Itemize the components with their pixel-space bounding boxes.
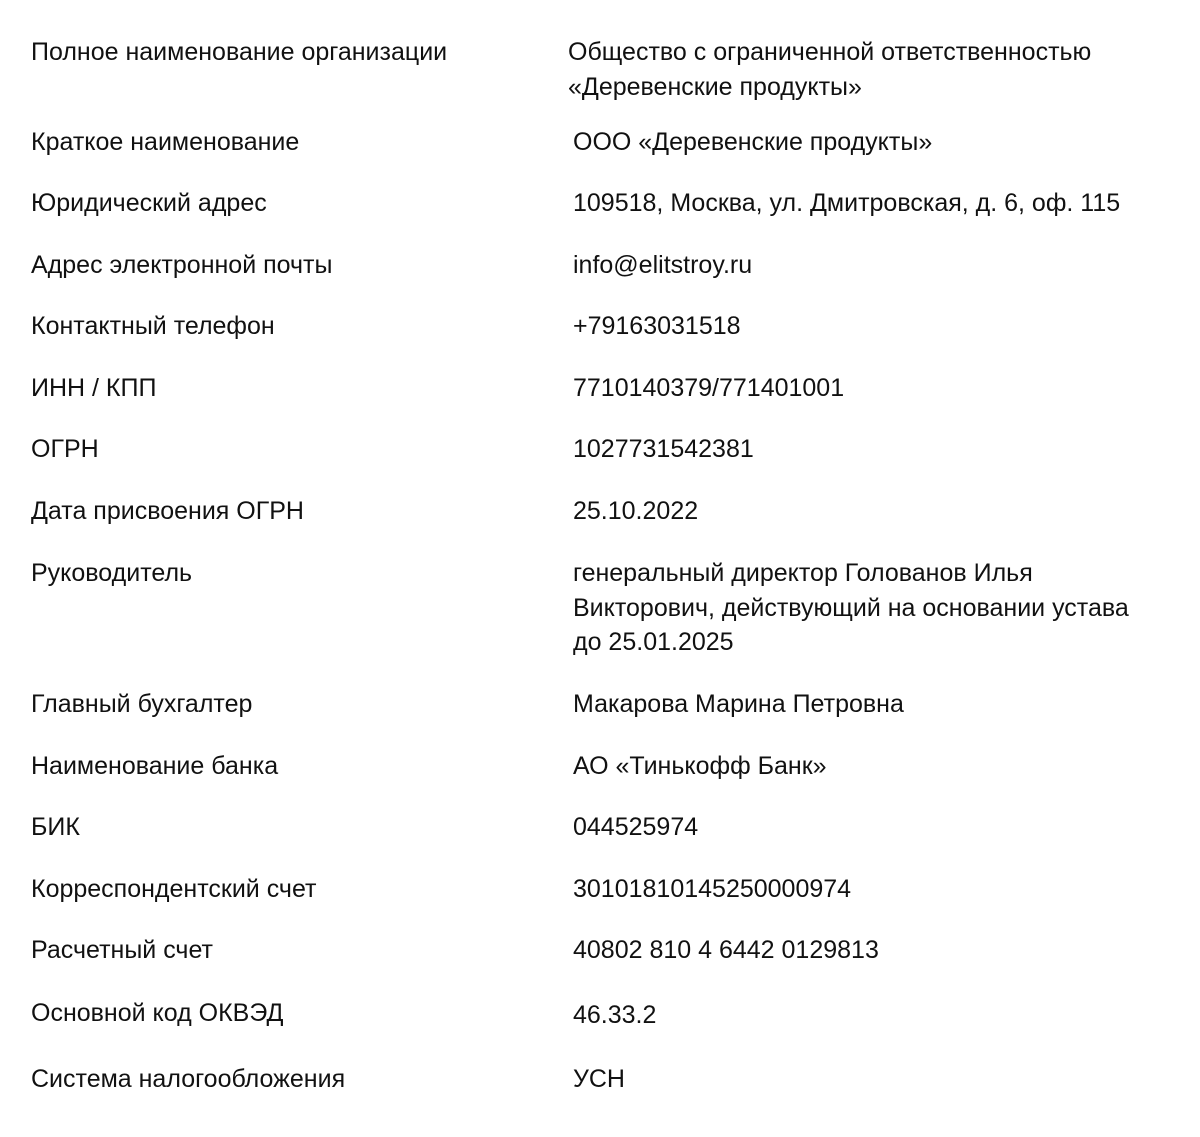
- row-label: Основной код ОКВЭД: [31, 999, 284, 1027]
- row-value: АО «Тинькофф Банк»: [573, 752, 827, 780]
- row-value: генеральный директор Голованов Илья Викторович, действующий на основании устава до 25.01.2025: [573, 559, 1129, 656]
- row-label: Корреспондентский счет: [31, 875, 317, 903]
- row-value: info@elitstroy.ru: [573, 251, 753, 279]
- row-label: Адрес электронной почты: [31, 251, 333, 279]
- row-label: Главный бухгалтер: [31, 690, 253, 718]
- row-label: Полное наименование организации: [31, 38, 448, 66]
- row-value: УСН: [573, 1065, 625, 1093]
- row-value: 7710140379/771401001: [573, 374, 845, 402]
- row-label: Дата присвоения ОГРН: [31, 497, 304, 525]
- row-value: 25.10.2022: [573, 497, 699, 525]
- row-label: Расчетный счет: [31, 936, 213, 964]
- row-label: БИК: [31, 813, 80, 841]
- row-value: +79163031518: [573, 312, 741, 340]
- row-label: Краткое наименование: [31, 128, 300, 156]
- row-value: Общество с ограниченной ответственностью «Деревенские продукты»: [568, 38, 1092, 101]
- row-value: ООО «Деревенские продукты»: [573, 128, 933, 156]
- row-label: ОГРН: [31, 435, 99, 463]
- row-label: Руководитель: [31, 559, 193, 587]
- row-label: Контактный телефон: [31, 312, 275, 340]
- row-label: ИНН / КПП: [31, 374, 157, 402]
- row-label: Наименование банка: [31, 752, 279, 780]
- row-value: Макарова Марина Петровна: [573, 690, 904, 718]
- row-value: 044525974: [573, 813, 699, 841]
- row-value: 46.33.2: [573, 1001, 657, 1029]
- row-label: Юридический адрес: [31, 189, 267, 217]
- row-value: 109518, Москва, ул. Дмитровская, д. 6, оф. 115: [573, 189, 1121, 217]
- row-value: 30101810145250000974: [573, 875, 852, 903]
- row-value: 1027731542381: [573, 435, 754, 463]
- row-label: Система налогообложения: [31, 1065, 346, 1093]
- row-value: 40802 810 4 6442 0129813: [573, 936, 879, 964]
